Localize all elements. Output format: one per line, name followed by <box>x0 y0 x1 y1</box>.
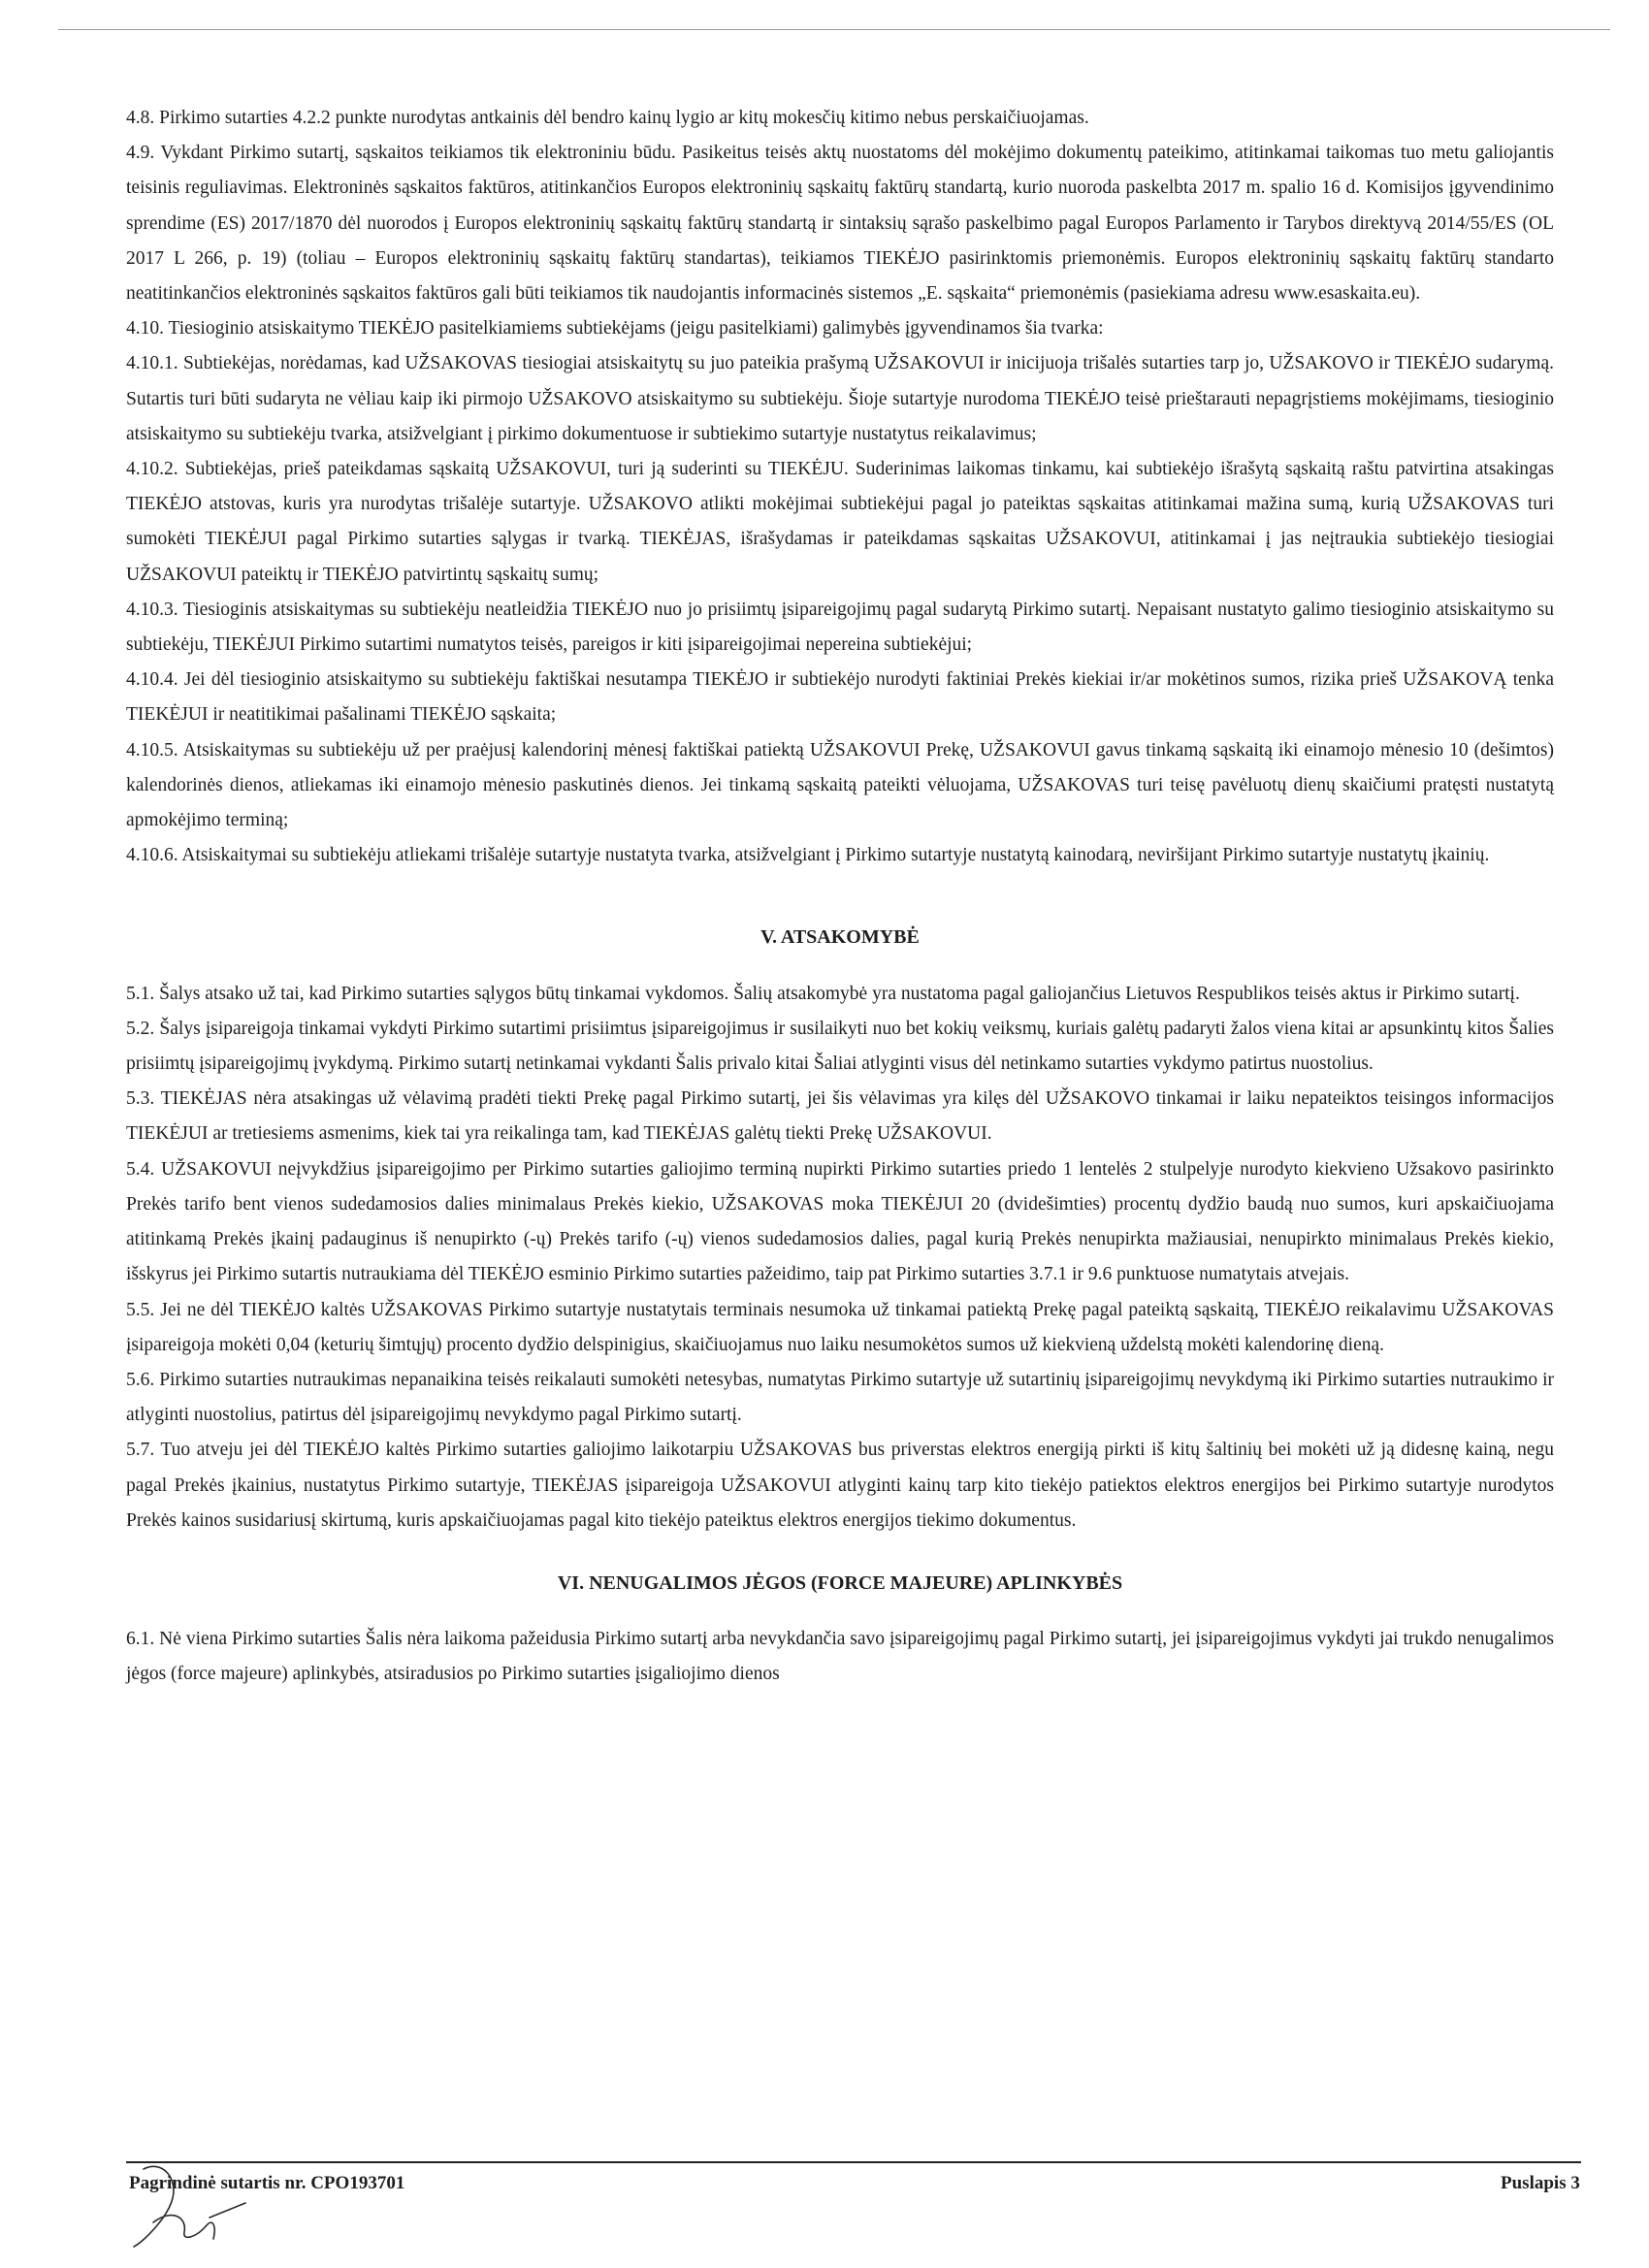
document-body <box>126 101 1554 1693</box>
section-5-heading: V. ATSAKOMYBĖ <box>760 926 920 949</box>
paragraph-5-7: 5.7. Tuo atveju jei dėl TIEKĖJO kaltės Pirkimo sutarties galiojimo laikotarpiu UŽSAKOVAS bus priverstas elektros energiją pirkti iš kitų šaltinių bei mokėti už ją didesnę kainą, negu pagal Prekės įkainius, nustatytus Pirkimo sutartyje, TIEKĖJAS įsipareigoja UŽSAKOVUI atlyginti kainų tarp kito tiekėjo patiektos elektros energijos bei Pirkimo sutartyje nurodytos Prekės kainos susidariusį skirtumą, kuris apskaičiuojamas pagal kito tiekėjo pateiktus elektros energijos tiekimo dokumentus. <box>126 1440 1554 1531</box>
paragraph-5-5: 5.5. Jei ne dėl TIEKĖJO kaltės UŽSAKOVAS Pirkimo sutartyje nustatytais terminais nesumoka už tinkamai patiektą Prekę pagal pateiktą sąskaitą, TIEKĖJO reikalavimu UŽSAKOVAS įsipareigoja mokėti 0,04 (keturių šimtųjų) procento dydžio delspinigius, skaičiuojamus nuo laiku nesumokėtos sumos už kiekvieną uždelstą mokėti kalendorinę dieną. <box>126 1299 1554 1355</box>
paragraph-4-10-2: 4.10.2. Subtiekėjas, prieš pateikdamas sąskaitą UŽSAKOVUI, turi ją suderinti su TIEKĖJU. Suderinimas laikomas tinkamu, kai subtiekėjo išrašytą sąskaitą raštu patvirtina atsakingas TIEKĖJO atstovas, kuris yra nurodytas trišalėje sutartyje. UŽSAKOVO atlikti mokėjimai subtiekėjui pagal jo pateiktas sąskaitas atitinkamai mažina sumą, kurią UŽSAKOVAS turi sumokėti TIEKĖJUI pagal Pirkimo sutarties sąlygas ir tvarką. TIEKĖJAS, išrašydamas ir pateikdamas sąskaitas UŽSAKOVUI, atitinkamai į jas neįtraukia subtiekėjo tiesiogiai UŽSAKOVUI pateiktų ir TIEKĖJO patvirtintų sąskaitų sumų; <box>126 459 1554 585</box>
spacer <box>126 873 1554 920</box>
section-6-heading: VI. NENUGALIMOS JĖGOS (FORCE MAJEURE) APLINKYBĖS <box>557 1571 1123 1594</box>
paragraph-5-2: 5.2. Šalys įsipareigoja tinkamai vykdyti Pirkimo sutartimi prisiimtus įsipareigojimus ir susilaikyti nuo bet kokių veiksmų, kuriais galėtų padaryti žalos viena kitai ar apsunkintų kitos Šalies prisiimtų įsipareigojimų įvykdymą. Pirkimo sutartį netinkamai vykdanti Šalis privalo kitai Šaliai atlyginti visus dėl netinkamo sutarties vykdymo patirtus nuostolius. <box>126 1018 1554 1075</box>
paragraph-5-1: 5.1. Šalys atsako už tai, kad Pirkimo sutarties sąlygos būtų tinkamai vykdomos. Šalių atsakomybė yra nustatoma pagal galiojančius Lietuvos Respublikos teisės aktus ir Pirkimo sutartį. <box>126 983 1520 1004</box>
paragraph-6-1: 6.1. Nė viena Pirkimo sutarties Šalis nėra laikoma pažeidusia Pirkimo sutartį arba nevykdančia savo įsipareigojimų pagal Pirkimo sutartį, jei įsipareigojimus vykdyti jai trukdo nenugalimos jėgos (force majeure) aplinkybės, atsiradusios po Pirkimo sutarties įsigaliojimo dienos <box>126 1629 1554 1685</box>
paragraph-4-9: 4.9. Vykdant Pirkimo sutartį, sąskaitos teikiamos tik elektroniniu būdu. Pasikeitus teisės aktų nuostatoms dėl mokėjimo dokumentų pateikimo, atitinkamai taikomas tuo metu galiojantis teisinis reguliavimas. Elektroninės sąskaitos faktūros, atitinkančios Europos elektroninių sąskaitų faktūrų standartą, kurio nuoroda paskelbta 2017 m. spalio 16 d. Komisijos įgyvendinimo sprendime (ES) 2017/1870 dėl nuorodos į Europos elektroninių sąskaitų faktūrų standartą ir sintaksių sąrašo paskelbimo pagal Europos Parlamento ir Tarybos direktyvą 2014/55/ES (OL 2017 L 266, p. 19) (toliau – Europos elektroninių sąskaitų faktūrų standartas), teikiamos TIEKĖJO pasirinktomis priemonėmis. Europos elektroninių sąskaitų faktūrų standarto neatitinkančios elektroninės sąskaitos faktūros gali būti teikiamos tik naudojantis informacinės sistemos „E. sąskaita“ priemonėmis (pasiekiama adresu www.esaskaita.eu). <box>126 143 1554 305</box>
paragraph-5-6: 5.6. Pirkimo sutarties nutraukimas nepanaikina teisės reikalauti sumokėti netesybas, numatytas Pirkimo sutartyje už sutartinių įsipareigojimų nevykdymą iki Pirkimo sutarties nutraukimo ir atlyginti nuostolius, patirtus dėl įsipareigojimų nevykdymo pagal Pirkimo sutartį. <box>126 1369 1554 1426</box>
footer-rule <box>126 2161 1581 2163</box>
paragraph-4-10: 4.10. Tiesioginio atsiskaitymo TIEKĖJO pasitelkiamiems subtiekėjams (jeigu pasitelkiami) galimybės įgyvendinamos šia tvarka: <box>126 318 1104 340</box>
paragraph-5-4: 5.4. UŽSAKOVUI neįvykdžius įsipareigojimo per Pirkimo sutarties galiojimo terminą nupirkti Pirkimo sutarties priedo 1 lentelės 2 stulpelyje nurodyto kiekvieno Užsakovo pasirinkto Prekės tarifo bent vienos sudedamosios dalies minimalaus Prekės kiekio, UŽSAKOVAS moka TIEKĖJUI 20 (dvidešimties) procentų dydžio baudą nuo sumos, kuri apskaičiuojama atitinkamą Prekės įkainį padauginus iš nenupirkto (-ų) Prekės tarifo (-ų) vienos sudedamosios dalies, pagal kurią Prekės nenupirkta mažiausiai, nenupirkto minimalaus Prekės kiekio, išskyrus jei Pirkimo sutartis nutraukiama dėl TIEKĖJO esminio Pirkimo sutarties pažeidimo, taip pat Pirkimo sutarties 3.7.1 ir 9.6 punktuose numatytais atvejais. <box>126 1158 1554 1285</box>
paragraph-4-10-1: 4.10.1. Subtiekėjas, norėdamas, kad UŽSAKOVAS tiesiogiai atsiskaitytų su juo pateikia prašymą UŽSAKOVUI ir inicijuoja trišalės sutarties tarp jo, UŽSAKOVO ir TIEKĖJO sudarymą. Sutartis turi būti sudaryta ne vėliau kaip iki pirmojo UŽSAKOVO atsiskaitymo su subtiekėju. Šioje sutartyje nurodoma TIEKĖJO teisė prieštarauti nepagrįstiems mokėjimams, tiesioginio atsiskaitymo su subtiekėju tvarka, atsižvelgiant į pirkimo dokumentuose ir subtiekimo sutartyje nustatytus reikalavimus; <box>126 353 1554 444</box>
paragraph-4-10-6: 4.10.6. Atsiskaitymai su subtiekėju atliekami trišalėje sutartyje nustatyta tvarka, atsižvelgiant į Pirkimo sutartyje nustatytą kainodarą, neviršijant Pirkimo sutartyje nustatytų įkainių. <box>126 845 1490 866</box>
signature-icon <box>124 2150 250 2256</box>
paragraph-4-10-5: 4.10.5. Atsiskaitymas su subtiekėju už per praėjusį kalendorinį mėnesį faktiškai patiektą UŽSAKOVUI Prekę, UŽSAKOVUI gavus tinkamą sąskaitą iki einamojo mėnesio 10 (dešimtos) kalendorinės dienos, atliekamas iki einamojo mėnesio paskutinės dienos. Jei tinkamą sąskaitą pateikti vėluojama, UŽSAKOVAS turi teisę pavėluotų dienų skaičiumi pratęsti nustatytą apmokėjimo terminą; <box>126 739 1554 831</box>
top-rule <box>58 29 1610 30</box>
page-number: Puslapis 3 <box>1501 2173 1580 2193</box>
contract-number: Pagrindinė sutartis nr. CPO193701 <box>129 2173 405 2193</box>
spacer <box>126 1601 1554 1622</box>
paragraph-4-10-4: 4.10.4. Jei dėl tiesioginio atsiskaitymo su subtiekėju faktiškai nesutampa TIEKĖJO ir subtiekėjo nurodyti faktiniai Prekės kiekiai ir/ar mokėtinos sumos, rizika prieš UŽSAKOVĄ tenka TIEKĖJUI ir neatitikimai pašalinami TIEKĖJO sąskaita; <box>126 669 1554 726</box>
spacer <box>126 956 1554 977</box>
paragraph-4-10-3: 4.10.3. Tiesioginis atsiskaitymas su subtiekėju neatleidžia TIEKĖJO nuo jo prisiimtų įsipareigojimų pagal sudarytą Pirkimo sutartį. Nepaisant nustatyto galimo tiesioginio atsiskaitymo su subtiekėju, TIEKĖJUI Pirkimo sutartimi numatytos teisės, pareigos ir kiti įsipareigojimai nepereina subtiekėjui; <box>126 599 1554 656</box>
paragraph-4-8: 4.8. Pirkimo sutarties 4.2.2 punkte nurodytas antkainis dėl bendro kainų lygio ar kitų mokesčių kitimo nebus perskaičiuojamas. <box>126 108 1089 128</box>
spacer <box>126 1539 1554 1566</box>
paragraph-5-3: 5.3. TIEKĖJAS nėra atsakingas už vėlavimą pradėti tiekti Prekę pagal Pirkimo sutartį, jei šis vėlavimas yra kilęs dėl UŽSAKOVO tinkamai ir laiku nepateiktos teisingos informacijos TIEKĖJUI ar tretiesiems asmenims, kiek tai yra reikalinga tam, kad TIEKĖJAS galėtų tiekti Prekę UŽSAKOVUI. <box>126 1088 1554 1145</box>
